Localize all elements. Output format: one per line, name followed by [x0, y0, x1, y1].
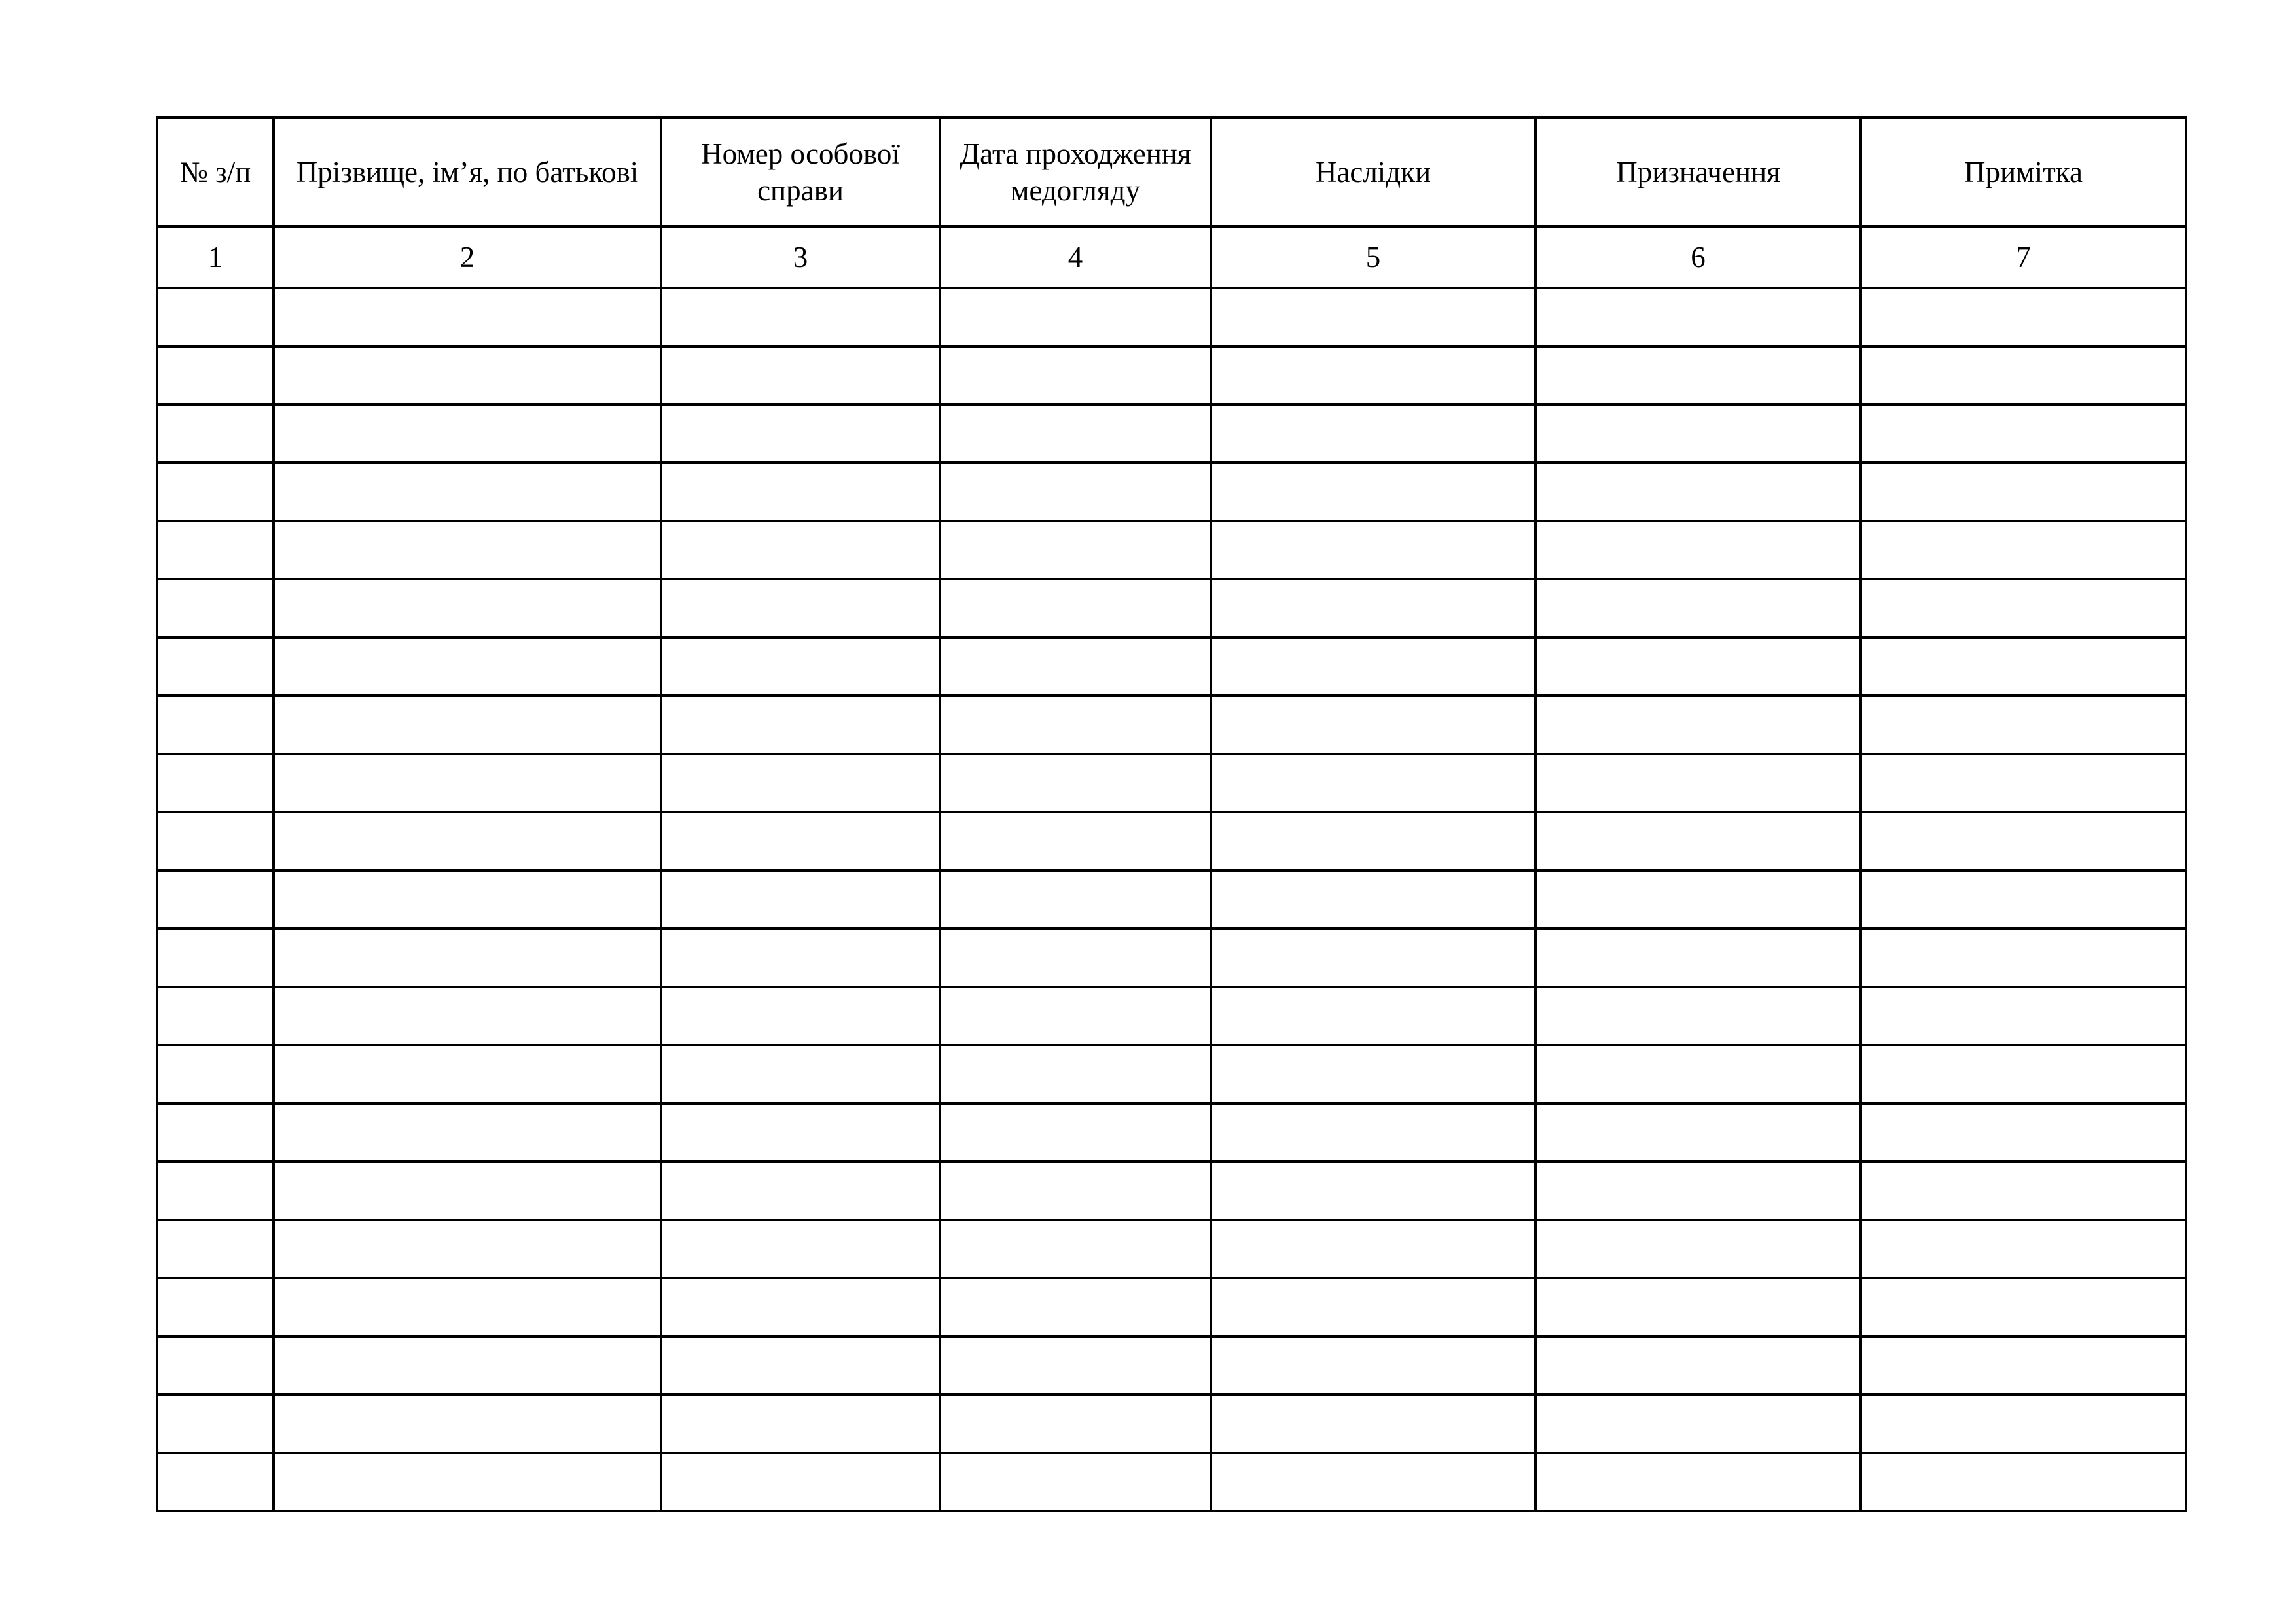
table-cell — [661, 404, 940, 463]
column-number-cell: 4 — [940, 226, 1211, 288]
table-cell — [1535, 1045, 1861, 1103]
table-cell — [1211, 1336, 1535, 1395]
column-number-cell: 1 — [157, 226, 274, 288]
table-cell — [1535, 870, 1861, 929]
table-row — [157, 1162, 2186, 1220]
table-cell — [157, 812, 274, 870]
table-cell — [1211, 1103, 1535, 1162]
table-cell — [274, 404, 661, 463]
table-row — [157, 1336, 2186, 1395]
table-cell — [661, 696, 940, 754]
table-cell — [1861, 1045, 2186, 1103]
table-row — [157, 987, 2186, 1045]
table-cell — [157, 754, 274, 812]
table-cell — [157, 929, 274, 987]
table-cell — [940, 754, 1211, 812]
table-cell — [274, 1220, 661, 1278]
table-cell — [940, 463, 1211, 521]
table-cell — [1861, 696, 2186, 754]
header-cell-exam-date: Дата проходження медогляду — [940, 118, 1211, 226]
table-cell — [1861, 288, 2186, 346]
table-cell — [661, 579, 940, 637]
table-cell — [940, 696, 1211, 754]
table-row — [157, 1278, 2186, 1336]
table-cell — [661, 1395, 940, 1453]
table-cell — [157, 987, 274, 1045]
table-row — [157, 288, 2186, 346]
table-cell — [661, 1045, 940, 1103]
table-cell — [1535, 521, 1861, 579]
table-cell — [157, 579, 274, 637]
header-row — [157, 118, 2186, 226]
table-cell — [1211, 1220, 1535, 1278]
table-row — [157, 463, 2186, 521]
column-number-cell: 7 — [1861, 226, 2186, 288]
table-cell — [274, 1162, 661, 1220]
table-cell — [157, 1220, 274, 1278]
table-cell — [1535, 929, 1861, 987]
table-row — [157, 579, 2186, 637]
table-cell — [1861, 1278, 2186, 1336]
table-cell — [274, 870, 661, 929]
column-number-cell: 2 — [274, 226, 661, 288]
header-cell-results: Наслідки — [1211, 118, 1535, 226]
table-cell — [1861, 346, 2186, 404]
table-cell — [1535, 404, 1861, 463]
table-cell — [1535, 579, 1861, 637]
table-cell — [661, 1220, 940, 1278]
table-cell — [1861, 1220, 2186, 1278]
table-cell — [1211, 1278, 1535, 1336]
table-cell — [661, 463, 940, 521]
table-cell — [274, 812, 661, 870]
table-cell — [661, 987, 940, 1045]
table-cell — [1211, 696, 1535, 754]
table-cell — [661, 1103, 940, 1162]
table-cell — [1861, 1336, 2186, 1395]
table-cell — [940, 1220, 1211, 1278]
table-cell — [274, 1103, 661, 1162]
table-cell — [1535, 1336, 1861, 1395]
table-cell — [274, 463, 661, 521]
table-cell — [1535, 1395, 1861, 1453]
table-cell — [1861, 1453, 2186, 1511]
table-cell — [661, 521, 940, 579]
table-cell — [1211, 870, 1535, 929]
table-cell — [157, 1045, 274, 1103]
table-cell — [157, 1278, 274, 1336]
table-cell — [1211, 1453, 1535, 1511]
table-cell — [1535, 288, 1861, 346]
table-row — [157, 521, 2186, 579]
table-cell — [157, 346, 274, 404]
header-cell-full-name: Прізвище, ім’я, по батькові — [274, 118, 661, 226]
table-cell — [274, 521, 661, 579]
table-cell — [274, 346, 661, 404]
table-cell — [274, 987, 661, 1045]
header-cell-assignment: Призначення — [1535, 118, 1861, 226]
header-cell-case-number: Номер особової справи — [661, 118, 940, 226]
table-cell — [1211, 637, 1535, 696]
table-cell — [157, 521, 274, 579]
table-cell — [1861, 929, 2186, 987]
table-cell — [1211, 579, 1535, 637]
table-cell — [1861, 463, 2186, 521]
table-cell — [940, 521, 1211, 579]
table-cell — [940, 812, 1211, 870]
table-cell — [1535, 696, 1861, 754]
table-cell — [661, 637, 940, 696]
table-cell — [274, 696, 661, 754]
table-cell — [157, 1453, 274, 1511]
table-cell — [940, 1278, 1211, 1336]
table-cell — [1535, 463, 1861, 521]
table-cell — [1535, 812, 1861, 870]
table-row — [157, 870, 2186, 929]
table-cell — [940, 1162, 1211, 1220]
table-cell — [274, 637, 661, 696]
table-cell — [157, 696, 274, 754]
column-number-cell: 3 — [661, 226, 940, 288]
table-cell — [1535, 637, 1861, 696]
table-cell — [1535, 754, 1861, 812]
table-row — [157, 1103, 2186, 1162]
column-number-cell: 5 — [1211, 226, 1535, 288]
table-cell — [1861, 870, 2186, 929]
table-cell — [940, 929, 1211, 987]
medical-exam-register-table — [156, 116, 2187, 1512]
table-cell — [157, 404, 274, 463]
table-cell — [157, 1395, 274, 1453]
table-cell — [1211, 463, 1535, 521]
table-cell — [940, 987, 1211, 1045]
table-cell — [940, 1395, 1211, 1453]
table-row — [157, 1395, 2186, 1453]
table-cell — [1861, 521, 2186, 579]
table-cell — [940, 579, 1211, 637]
table-cell — [940, 1045, 1211, 1103]
table-cell — [1535, 1220, 1861, 1278]
table-cell — [940, 637, 1211, 696]
table-cell — [1211, 346, 1535, 404]
table-row — [157, 1045, 2186, 1103]
table-cell — [661, 346, 940, 404]
table-cell — [661, 288, 940, 346]
column-number-cell: 6 — [1535, 226, 1861, 288]
table-row — [157, 1453, 2186, 1511]
table-cell — [661, 870, 940, 929]
table-cell — [1211, 1395, 1535, 1453]
table-cell — [1535, 1162, 1861, 1220]
table-cell — [1861, 812, 2186, 870]
table-cell — [157, 288, 274, 346]
header-cell-note: Примітка — [1861, 118, 2186, 226]
table-cell — [1211, 812, 1535, 870]
table-cell — [274, 288, 661, 346]
table-cell — [1535, 1453, 1861, 1511]
table-cell — [1535, 1103, 1861, 1162]
table-row — [157, 812, 2186, 870]
table-cell — [661, 1336, 940, 1395]
table-cell — [274, 754, 661, 812]
table-row — [157, 404, 2186, 463]
table-cell — [1861, 579, 2186, 637]
table-cell — [661, 1162, 940, 1220]
table-cell — [661, 754, 940, 812]
table-row — [157, 346, 2186, 404]
table-cell — [1211, 754, 1535, 812]
table-row — [157, 696, 2186, 754]
table-cell — [1211, 929, 1535, 987]
table-cell — [274, 579, 661, 637]
table-cell — [1211, 288, 1535, 346]
table-row — [157, 1220, 2186, 1278]
table-cell — [1861, 754, 2186, 812]
table-cell — [1211, 404, 1535, 463]
table-cell — [157, 1103, 274, 1162]
table-cell — [1211, 1162, 1535, 1220]
table-cell — [940, 404, 1211, 463]
table-cell — [661, 1278, 940, 1336]
table-cell — [1861, 1103, 2186, 1162]
table-row — [157, 637, 2186, 696]
table-cell — [157, 870, 274, 929]
table-cell — [1861, 404, 2186, 463]
table-cell — [1861, 637, 2186, 696]
column-number-row — [157, 226, 2186, 288]
table-cell — [157, 1336, 274, 1395]
table-cell — [274, 1336, 661, 1395]
table-cell — [157, 1162, 274, 1220]
header-cell-number: № з/п — [157, 118, 274, 226]
table-cell — [1535, 987, 1861, 1045]
table-cell — [661, 929, 940, 987]
table-cell — [1211, 987, 1535, 1045]
table-cell — [661, 1453, 940, 1511]
table-cell — [1535, 346, 1861, 404]
table-cell — [940, 288, 1211, 346]
table-cell — [274, 1045, 661, 1103]
table-cell — [1861, 1162, 2186, 1220]
table-cell — [1861, 1395, 2186, 1453]
table-cell — [940, 1453, 1211, 1511]
table-cell — [274, 1278, 661, 1336]
table-cell — [661, 812, 940, 870]
table-cell — [940, 1336, 1211, 1395]
table-cell — [940, 346, 1211, 404]
table-cell — [1211, 521, 1535, 579]
table-cell — [274, 1453, 661, 1511]
table-cell — [940, 870, 1211, 929]
table-cell — [940, 1103, 1211, 1162]
table-cell — [274, 929, 661, 987]
table-row — [157, 754, 2186, 812]
table-cell — [1861, 987, 2186, 1045]
table-row — [157, 929, 2186, 987]
table-cell — [157, 463, 274, 521]
table-cell — [157, 637, 274, 696]
table-cell — [1535, 1278, 1861, 1336]
table-cell — [274, 1395, 661, 1453]
table-cell — [1211, 1045, 1535, 1103]
table-body — [157, 288, 2186, 1511]
